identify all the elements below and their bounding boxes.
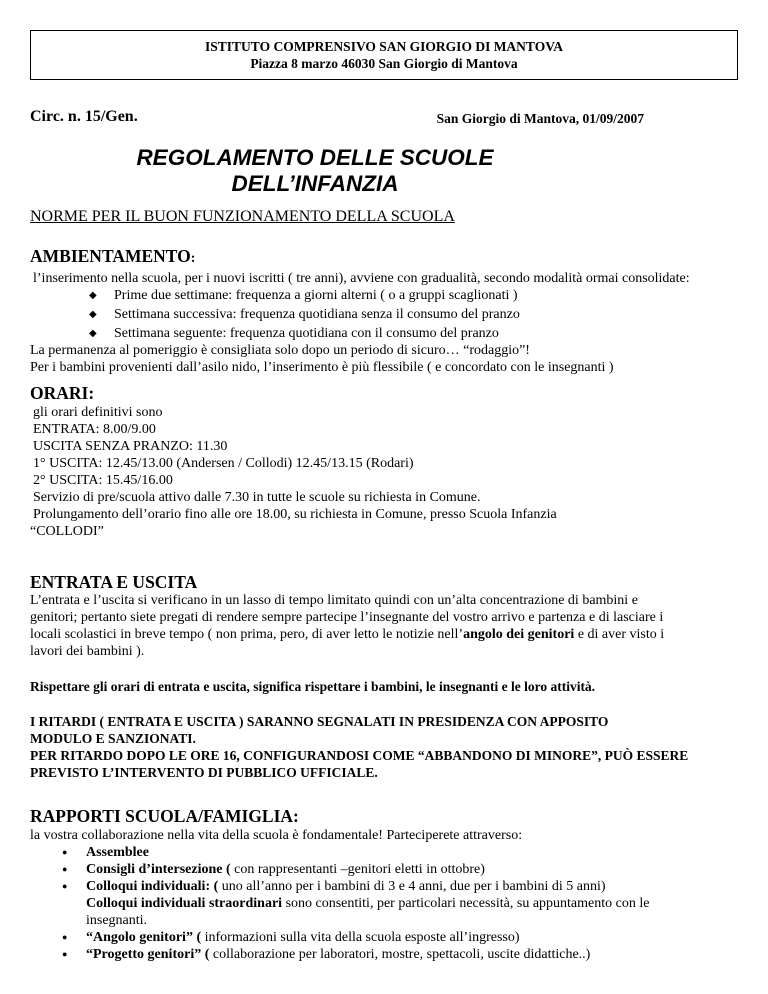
list-item bbox=[30, 878, 690, 929]
rapporti-intro: la vostra collaborazione nella vita della scuola è fondamentale! Parteciperete attraverso: bbox=[30, 828, 523, 843]
orari-line: Prolungamento dell’orario fino alle ore 18.00, su richiesta in Comune, presso Scuola Infanzia bbox=[33, 507, 557, 522]
entrata-text-bold: angolo dei genitori bbox=[463, 627, 575, 642]
rapporti-list bbox=[30, 844, 690, 963]
heading-text: RAPPORTI SCUOLA/FAMIGLIA bbox=[30, 806, 294, 826]
straord-bold: Colloqui individuali straordinari bbox=[86, 896, 283, 911]
list-item: ◆ Settimana successiva: frequenza quotidiana senza il consumo del pranzo bbox=[30, 306, 740, 323]
item-bold: Consigli d’intersezione ( bbox=[86, 862, 231, 877]
item-bold: Assemblee bbox=[86, 845, 149, 860]
heading-text: AMBIENTAMENTO bbox=[30, 246, 191, 266]
heading-entrata-uscita: ENTRATA E USCITA bbox=[30, 572, 198, 592]
circular-number: Circ. n. 15/Gen. bbox=[30, 108, 138, 125]
item-text: con rappresentanti –genitori eletti in ottobre) bbox=[230, 862, 485, 877]
item-bold: “Angolo genitori” ( bbox=[86, 930, 202, 945]
orari-line: gli orari definitivi sono bbox=[33, 405, 163, 420]
item-text: uno all’anno per i bambini di 3 e 4 anni, due per i bambini di 5 anni) bbox=[218, 879, 606, 894]
section-rapporti bbox=[30, 808, 740, 963]
document-subtitle: NORME PER IL BUON FUNZIONAMENTO DELLA SCUOLA bbox=[30, 208, 455, 225]
list-item bbox=[30, 844, 690, 861]
item-text: informazioni sulla vita della scuola esposte all’ingresso) bbox=[201, 930, 520, 945]
list-item: ◆ Settimana seguente: frequenza quotidiana con il consumo del pranzo bbox=[30, 325, 740, 342]
ambientamento-paragraph-1: La permanenza al pomeriggio è consigliata solo dopo un periodo di sicuro… “rodaggio”! bbox=[30, 343, 530, 358]
heading-colon: : bbox=[190, 251, 196, 266]
orari-lines bbox=[30, 404, 740, 523]
rispettare-note: Rispettare gli orari di entrata e uscita, significa rispettare i bambini, le insegnanti e le loro attività. bbox=[30, 679, 596, 694]
ritardi-note-2: PER RITARDO DOPO LE ORE 16, CONFIGURANDOSI COME “ABBANDONO DI MINORE”, PUÒ ESSERE PREVISTO L’INTERVENTO DI PUBBLICO UFFICIALE. bbox=[30, 748, 689, 780]
section-orari bbox=[30, 385, 740, 540]
entrata-text-a: L’entrata e l’uscita si verificano in un lasso di tempo limitato quindi con un’alta concentrazione di bambini e genitori; pertanto siete pregati di rendere sempre partecipe l’insegnante del vostro arrivo e partenza e di lasciare i locali scolastici in breve tempo ( non prima, pero, di aver letto le notizie nell’ bbox=[30, 593, 664, 642]
heading-rapporti bbox=[30, 808, 740, 825]
school-name: ISTITUTO COMPRENSIVO SAN GIORGIO DI MANTOVA bbox=[205, 39, 563, 54]
heading-orari: ORARI: bbox=[30, 383, 95, 403]
title-line-2: DELL’INFANZIA bbox=[231, 171, 399, 196]
orari-line: Servizio di pre/scuola attivo dalle 7.30 in tutte le scuole su richiesta in Comune. bbox=[33, 490, 481, 505]
entrata-paragraph bbox=[30, 592, 670, 660]
list-item bbox=[30, 929, 690, 946]
list-item: ◆ Prime due settimane: frequenza a giorni alterni ( o a gruppi scaglionati ) bbox=[30, 287, 740, 304]
orari-last-line: “COLLODI” bbox=[30, 524, 104, 539]
heading-ambientamento bbox=[30, 248, 740, 267]
ambientamento-list bbox=[30, 287, 740, 342]
school-address: Piazza 8 marzo 46030 San Giorgio di Mantova bbox=[250, 56, 518, 71]
list-item bbox=[30, 946, 690, 963]
item-bold: “Progetto genitori” ( bbox=[86, 947, 210, 962]
document-title bbox=[0, 145, 630, 197]
title-line-1: REGOLAMENTO DELLE SCUOLE bbox=[136, 145, 494, 170]
ambientamento-paragraph-2: Per i bambini provenienti dall’asilo nido, l’inserimento è più flessibile ( e concordato con le insegnanti ) bbox=[30, 360, 614, 375]
item-text: collaborazione per laboratori, mostre, spettacoli, uscite didattiche..) bbox=[209, 947, 591, 962]
document-date: San Giorgio di Mantova, 01/09/2007 bbox=[436, 111, 644, 126]
section-ambientamento bbox=[30, 248, 740, 376]
straord-text: sono consentiti, per particolari necessità, su appuntamento con le insegnanti. bbox=[86, 896, 650, 928]
section-entrata-uscita bbox=[30, 574, 740, 781]
list-item bbox=[30, 861, 690, 878]
orari-line: 1° USCITA: 12.45/13.00 (Andersen / Collodi) 12.45/13.15 (Rodari) bbox=[33, 456, 414, 471]
ritardi-note-1: I RITARDI ( ENTRATA E USCITA ) SARANNO SEGNALATI IN PRESIDENZA CON APPOSITO MODULO E SANZIONATI. bbox=[30, 714, 609, 746]
item-bold: Colloqui individuali: ( bbox=[86, 879, 219, 894]
orari-line: ENTRATA: 8.00/9.00 bbox=[33, 422, 156, 437]
ambientamento-intro: l’inserimento nella scuola, per i nuovi iscritti ( tre anni), avviene con gradualità, secondo modalità ormai consolidate: bbox=[33, 271, 690, 286]
heading-colon: : bbox=[293, 806, 299, 826]
entrata-text-b: e di aver visto i lavori dei bambini ). bbox=[30, 627, 665, 659]
orari-line: 2° USCITA: 15.45/16.00 bbox=[33, 473, 173, 488]
orari-line: USCITA SENZA PRANZO: 11.30 bbox=[33, 439, 228, 454]
school-header-box bbox=[30, 30, 738, 80]
